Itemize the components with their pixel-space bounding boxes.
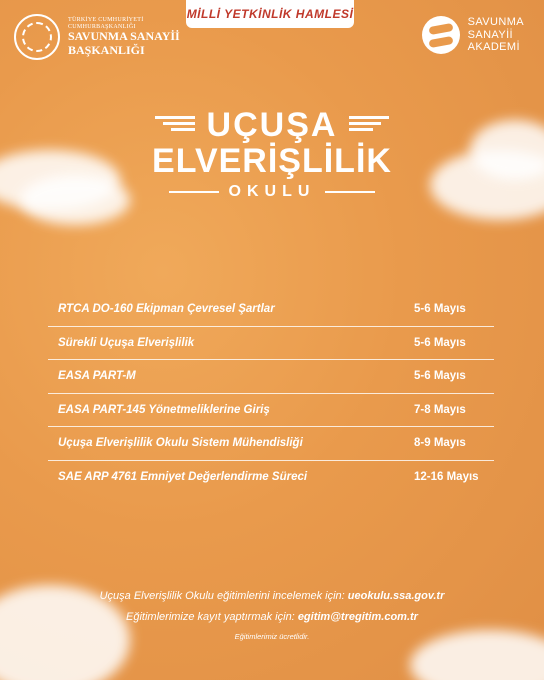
course-name: RTCA DO-160 Ekipman Çevresel Şartlar bbox=[58, 303, 275, 316]
course-row bbox=[48, 394, 494, 428]
course-list bbox=[48, 293, 494, 494]
top-banner bbox=[186, 0, 354, 28]
title-line3: OKULU bbox=[228, 183, 316, 201]
title-block bbox=[0, 108, 544, 201]
course-name: Uçuşa Elverişlilik Okulu Sistem Mühendisliği bbox=[58, 437, 303, 450]
footer-line2-text: Eğitimlerimize kayıt yaptırmak için: bbox=[126, 611, 295, 623]
course-date: 5-6 Mayıs bbox=[414, 303, 466, 316]
course-row bbox=[48, 461, 494, 495]
course-name: EASA PART-M bbox=[58, 370, 136, 383]
divider-left bbox=[169, 191, 219, 193]
title-line1: UÇUŞA bbox=[206, 106, 338, 144]
presidential-seal-icon bbox=[14, 14, 60, 60]
left-wing-icon bbox=[155, 116, 195, 132]
right-wing-icon bbox=[349, 116, 389, 132]
ssa-line2: SANAYİİ bbox=[467, 28, 513, 41]
ssa-text bbox=[468, 16, 524, 54]
org-name-line1: SAVUNMA SANAYİİ bbox=[68, 29, 180, 44]
footer-line1-text: Uçuşa Elverişlilik Okulu eğitimlerini incelemek için: bbox=[99, 590, 345, 602]
right-org-logo bbox=[422, 16, 524, 54]
course-date: 5-6 Mayıs bbox=[414, 336, 466, 349]
org-name-line2: BAŞKANLIĞI bbox=[68, 42, 145, 57]
divider-right bbox=[325, 191, 375, 193]
course-name: Sürekli Uçuşa Elverişlilik bbox=[58, 336, 195, 349]
course-name: SAE ARP 4761 Emniyet Değerlendirme Süreci bbox=[58, 471, 308, 484]
course-date: 8-9 Mayıs bbox=[414, 437, 466, 450]
org-small-line1: TÜRKİYE CUMHURİYETİ bbox=[68, 17, 144, 24]
footer-note: Eğitimlerimiz ücretlidir. bbox=[234, 632, 310, 641]
course-name: EASA PART-145 Yönetmeliklerine Giriş bbox=[58, 403, 270, 416]
ssa-line3: AKADEMİ bbox=[467, 41, 520, 54]
course-row bbox=[48, 360, 494, 394]
left-org-logo bbox=[14, 14, 180, 60]
course-row bbox=[48, 293, 494, 327]
website-link[interactable]: ueokulu.ssa.gov.tr bbox=[347, 590, 445, 602]
email-link[interactable]: egitim@tregitim.com.tr bbox=[297, 611, 418, 623]
left-org-text bbox=[68, 17, 180, 57]
course-row bbox=[48, 327, 494, 361]
course-date: 12-16 Mayıs bbox=[414, 471, 479, 484]
course-row bbox=[48, 427, 494, 461]
course-date: 5-6 Mayıs bbox=[414, 370, 466, 383]
course-date: 7-8 Mayıs bbox=[414, 403, 466, 416]
footer-line2 bbox=[0, 611, 544, 623]
footer-line1 bbox=[0, 590, 544, 602]
banner-text: MİLLİ YETKİNLİK HAMLESİ bbox=[186, 7, 354, 21]
org-small-line2: CUMHURBAŞKANLIĞI bbox=[68, 23, 136, 30]
footer bbox=[0, 590, 544, 641]
ssa-logo-icon bbox=[422, 16, 460, 54]
title-line2: ELVERİŞLİLİK bbox=[152, 142, 392, 180]
ssa-line1: SAVUNMA bbox=[467, 16, 524, 29]
